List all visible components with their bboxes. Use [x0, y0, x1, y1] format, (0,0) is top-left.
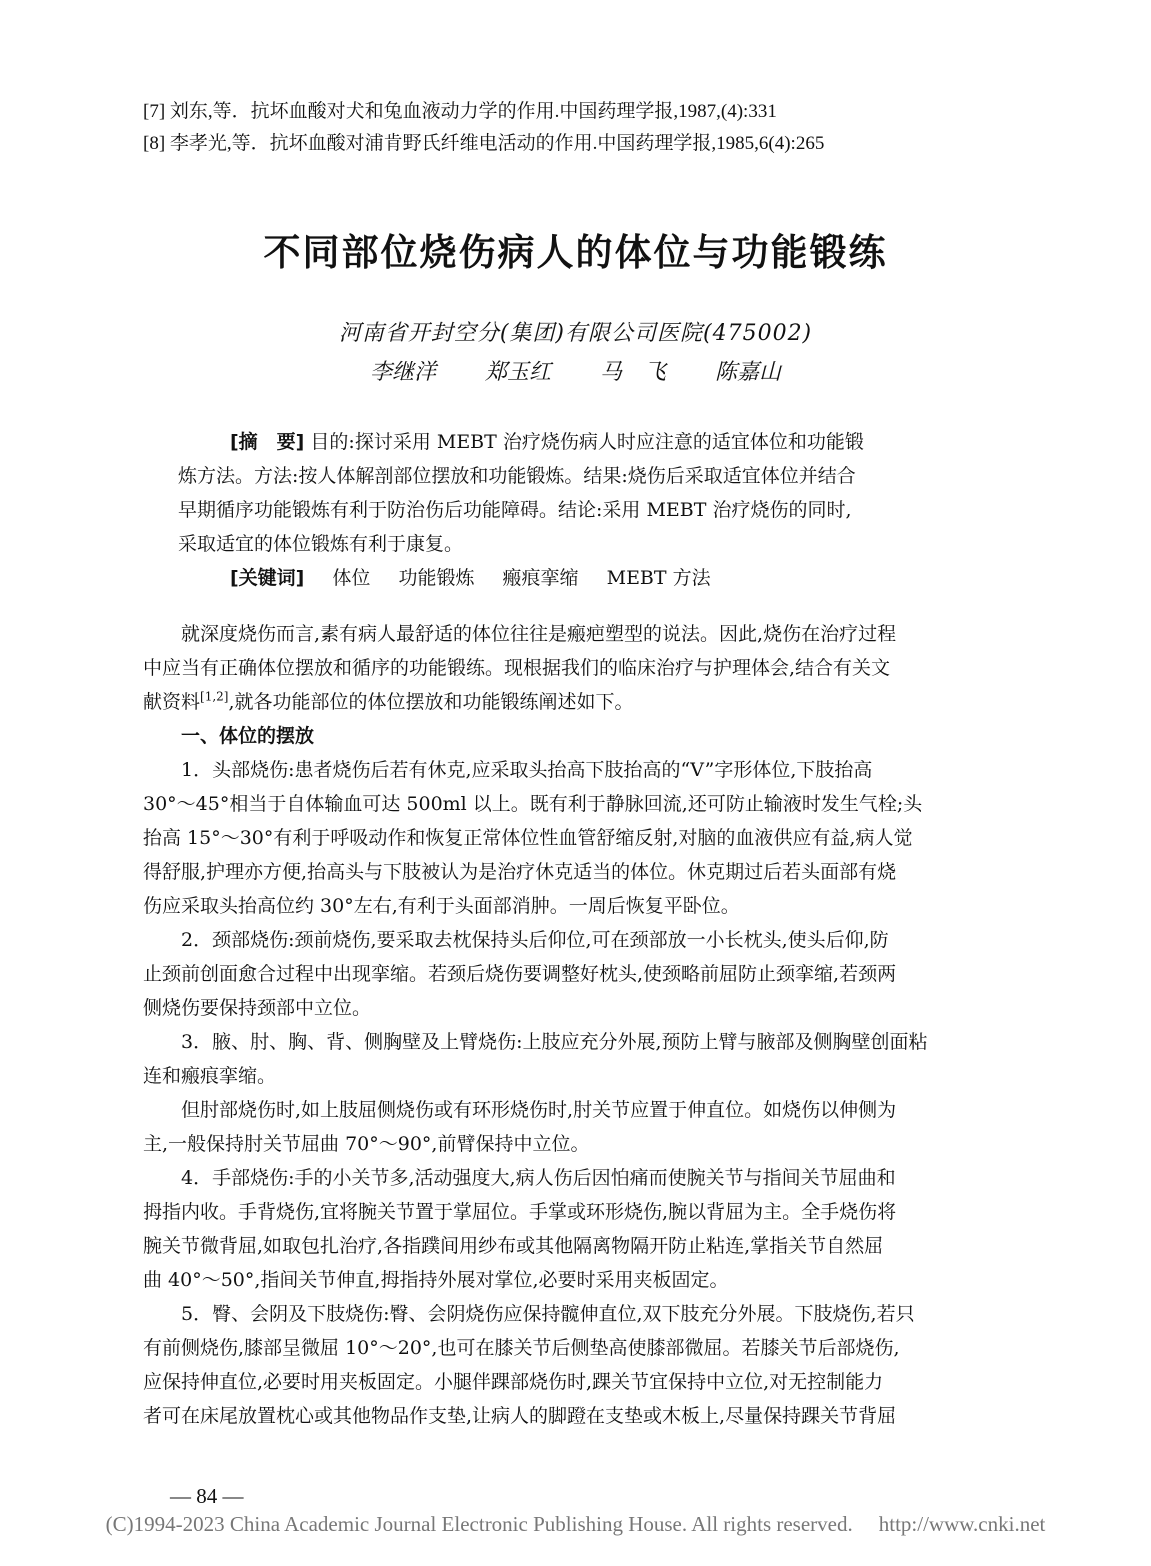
abstract-line: 采取适宜的体位锻炼有利于康复。	[178, 533, 464, 555]
keyword: 瘢痕挛缩	[502, 567, 579, 589]
body-line: 5．臀、会阴及下肢烧伤:臀、会阴烧伤应保持髋伸直位,双下肢充分外展。下肢烧伤,若只	[181, 1303, 915, 1325]
author-name: 李继洋	[369, 360, 436, 385]
article-body	[143, 617, 1023, 1433]
body-line: 得舒服,护理亦方便,抬高头与下肢被认为是治疗休克适当的体位。休克期过后若头面部有烧	[143, 861, 897, 883]
author-list	[0, 355, 1151, 386]
article-title: 不同部位烧伤病人的体位与功能锻练	[263, 231, 888, 274]
body-line: 有前侧烧伤,膝部呈微屈 10°～20°,也可在膝关节后侧垫高使膝部微屈。若膝关节后部烧伤,	[143, 1337, 900, 1359]
page-number: — 84 —	[170, 1484, 244, 1508]
abstract	[178, 425, 996, 595]
body-line: 4．手部烧伤:手的小关节多,活动强度大,病人伤后因怕痛而使腕关节与指间关节屈曲和	[181, 1167, 896, 1189]
abstract-line: 早期循序功能锻炼有利于防治伤后功能障碍。结论:采用 MEBT 治疗烧伤的同时,	[178, 499, 852, 521]
body-line: 抬高 15°～30°有利于呼吸动作和恢复正常体位性血管舒缩反射,对脑的血液供应有益,病人觉	[143, 827, 913, 849]
body-line: 止颈前创面愈合过程中出现挛缩。若颈后烧伤要调整好枕头,使颈略前屈防止颈挛缩,若颈两	[143, 963, 897, 985]
body-line: 30°～45°相当于自体输血可达 500ml 以上。既有利于静脉回流,还可防止输液时发生气栓;头	[143, 793, 923, 815]
author-name: 陈嘉山	[715, 360, 782, 385]
keywords-row	[178, 561, 996, 595]
body-line: 应保持伸直位,必要时用夹板固定。小腿伴踝部烧伤时,踝关节宜保持中立位,对无控制能力	[143, 1371, 884, 1393]
body-line: 拇指内收。手背烧伤,宜将腕关节置于掌屈位。手掌或环形烧伤,腕以背屈为主。全手烧伤将	[143, 1201, 897, 1223]
keyword: 体位	[332, 567, 371, 589]
abstract-line: 炼方法。方法:按人体解剖部位摆放和功能锻炼。结果:烧伤后采取适宜体位并结合	[178, 465, 856, 487]
keywords-label: [关键词]	[230, 567, 305, 589]
section-heading: 一、体位的摆放	[181, 725, 315, 747]
keyword: 功能锻炼	[398, 567, 475, 589]
body-line: 3．腋、肘、胸、背、侧胸壁及上臂烧伤:上肢应充分外展,预防上臂与腋部及侧胸壁创面粘	[181, 1031, 928, 1053]
copyright-footer	[0, 1512, 1151, 1537]
body-line: 曲 40°～50°,指间关节伸直,拇指持外展对掌位,必要时采用夹板固定。	[143, 1269, 729, 1291]
body-line: 者可在床尾放置枕心或其他物品作支垫,让病人的脚蹬在支垫或木板上,尽量保持踝关节背屈	[143, 1405, 897, 1427]
body-line: 侧烧伤要保持颈部中立位。	[143, 997, 372, 1019]
body-line: 就深度烧伤而言,素有病人最舒适的体位往往是瘢疤塑型的说法。因此,烧伤在治疗过程	[181, 623, 897, 645]
body-line: 2．颈部烧伤:颈前烧伤,要采取去枕保持头后仰位,可在颈部放一小长枕头,使头后仰,防	[181, 929, 889, 951]
body-line: 连和瘢痕挛缩。	[143, 1065, 277, 1087]
abstract-line: 目的:探讨采用 MEBT 治疗烧伤病人时应注意的适宜体位和功能锻	[310, 431, 864, 453]
body-line: 腕关节微背屈,如取包扎治疗,各指蹼间用纱布或其他隔离物隔开防止粘连,掌指关节自然屈	[143, 1235, 884, 1257]
footer-url[interactable]: http://www.cnki.net	[878, 1512, 1046, 1536]
body-line: 献资料[1,2],就各功能部位的体位摆放和功能锻练阐述如下。	[143, 689, 634, 713]
reference-list	[143, 96, 1043, 160]
reference-item: [7] 刘东,等．抗坏血酸对犬和兔血液动力学的作用.中国药理学报,1987,(4):331	[143, 101, 777, 122]
body-line: 主,一般保持肘关节屈曲 70°～90°,前臂保持中立位。	[143, 1133, 590, 1155]
affiliation: 河南省开封空分(集团)有限公司医院(475002)	[338, 321, 813, 346]
author-name: 马 飞	[600, 360, 667, 385]
author-name: 郑玉红	[484, 360, 551, 385]
copyright-text: (C)1994-2023 China Academic Journal Electronic Publishing House. All rights reserved.	[105, 1512, 853, 1536]
keyword: MEBT 方法	[606, 567, 711, 589]
reference-item: [8] 李孝光,等．抗坏血酸对浦肯野氏纤维电活动的作用.中国药理学报,1985,6(4):265	[143, 133, 825, 154]
body-line: 但肘部烧伤时,如上肢屈侧烧伤或有环形烧伤时,肘关节应置于伸直位。如烧伤以伸侧为	[181, 1099, 897, 1121]
citation-superscript: [1,2]	[200, 689, 229, 704]
body-line: 1．头部烧伤:患者烧伤后若有休克,应采取头抬高下肢抬高的“V”字形体位,下肢抬高	[181, 759, 873, 781]
body-line: 伤应采取头抬高位约 30°左右,有利于头面部消肿。一周后恢复平卧位。	[143, 895, 740, 917]
body-line: 中应当有正确体位摆放和循序的功能锻练。现根据我们的临床治疗与护理体会,结合有关文	[143, 657, 891, 679]
abstract-label: [摘 要]	[230, 431, 305, 453]
